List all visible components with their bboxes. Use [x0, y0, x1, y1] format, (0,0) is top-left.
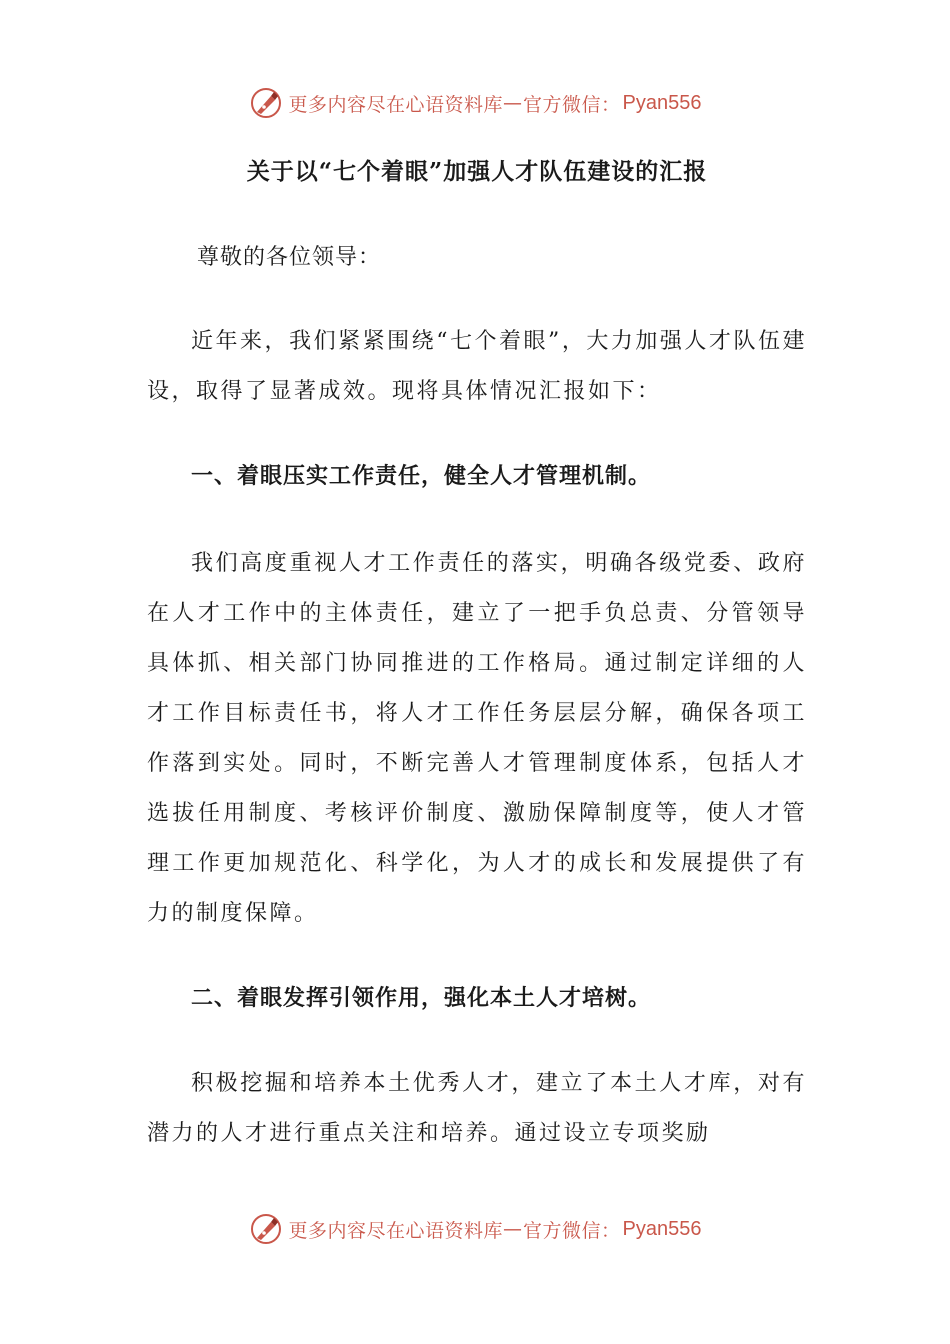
top-watermark-banner: [0, 86, 950, 120]
banner-text: 更多内容尽在心语资料库: [288, 93, 504, 116]
salutation: 尊敬的各位领导：: [197, 245, 382, 270]
pen-nib-logo-icon: [249, 1212, 283, 1246]
banner-text: 更多内容尽在心语资料库: [288, 1219, 504, 1242]
banner-wechat-id: Pyan556: [622, 91, 702, 114]
document-body: [147, 150, 807, 1146]
bottom-watermark-banner: [0, 1212, 950, 1246]
section-2-heading: 二、着眼发挥引领作用，强化本土人才培树。: [191, 986, 652, 1011]
section-1-body: 我们高度重视人才工作责任的落实，明确各级党委、政府在人才工作中的主体责任，建立了一把手负总责、分管领导具体抓、相关部门协同推进的工作格局。通过制定详细的人才工作目标责任书，将人才工作任务层层分解，确保各项工作落到实处。同时，不断完善人才管理制度体系，包括人才选拔任用制度、考核评价制度、激励保障制度等，使人才管理工作更加规范化、科学化，为人才的成长和发展提供了有力的制度保障。: [147, 551, 807, 926]
section-1-heading: 一、着眼压实工作责任，健全人才管理机制。: [191, 464, 652, 489]
banner-wechat-label: 官方微信：: [523, 93, 621, 116]
banner-wechat-id: Pyan556: [622, 1217, 702, 1240]
intro-paragraph: 近年来，我们紧紧围绕“七个着眼”，大力加强人才队伍建设，取得了显著成效。现将具体情况汇报如下：: [147, 329, 807, 404]
banner-wechat-label: 官方微信：: [523, 1219, 621, 1242]
document-title: 关于以“七个着眼”加强人才队伍建设的汇报: [246, 158, 708, 185]
banner-dash: —: [503, 92, 524, 114]
section-2-body: 积极挖掘和培养本土优秀人才，建立了本土人才库，对有潜力的人才进行重点关注和培养。通过设立专项奖励: [147, 1071, 807, 1146]
banner-dash: —: [503, 1218, 524, 1240]
pen-nib-logo-icon: [249, 86, 283, 120]
